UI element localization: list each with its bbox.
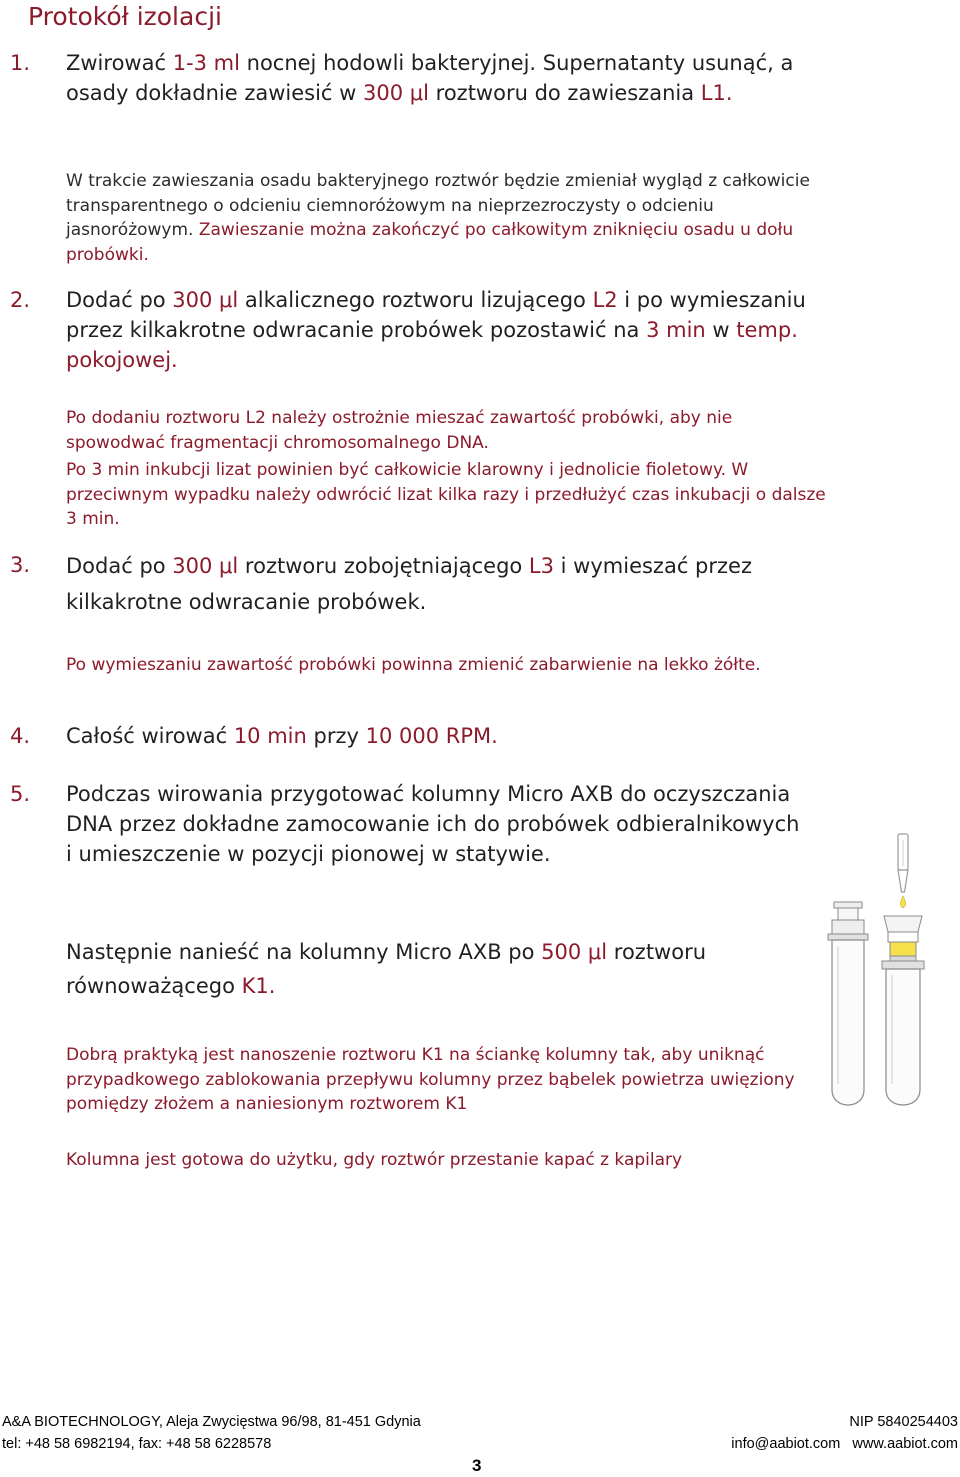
step-text-highlight: 300 μl xyxy=(172,288,239,312)
step-text-highlight: K1. xyxy=(241,974,276,998)
step-text-segment: i wymieszać przez kilkakrotne odwracanie probówek. xyxy=(66,554,759,614)
step-text-segment: Dodać po xyxy=(66,288,173,312)
step-text-highlight: 1-3 ml xyxy=(172,51,240,75)
step-number: 5. xyxy=(10,782,31,806)
note-lysis-incubation: Po 3 min inkubcji lizat powinien być całkowicie klarowny i jednolicie fioletowy. W przeciwnym wypadku należy odwrócić lizat kilka razy i przedłużyć czas inkubacji o dalsze 3 min. xyxy=(66,460,826,529)
footer-nip: NIP 5840254403 xyxy=(849,1414,958,1430)
step-text-segment: Zwirować xyxy=(66,51,173,75)
note-resuspension xyxy=(66,169,826,267)
droplet-icon xyxy=(900,896,905,908)
note-k1-application: Dobrą praktyką jest nanoszenie roztworu K1 na ściankę kolumny tak, aby uniknąć przypadkowego zablokowania przepływu kolumny przez bąbelek powietrza uwięziony pomiędzy złożem a naniesionym roztworem K1 xyxy=(66,1045,795,1114)
step-text-highlight: L1. xyxy=(700,81,733,105)
step-text-highlight: 300 μl xyxy=(363,81,429,105)
collection-tube-icon xyxy=(828,902,868,1105)
page-title: Protokół izolacji xyxy=(28,2,222,31)
note-neutralization: Po wymieszaniu zawartość probówki powinna zmienić zabarwienie na lekko żółte. xyxy=(66,655,761,675)
footer-phone: tel: +48 58 6982194, fax: +48 58 6228578 xyxy=(2,1436,272,1452)
note-lysis-mixing: Po dodaniu roztworu L2 należy ostrożnie mieszać zawartość probówki, aby nie spowodwać fragmentacji chromosomalnego DNA. xyxy=(66,408,733,453)
step-2 xyxy=(0,285,960,375)
step-1 xyxy=(0,48,960,108)
spin-column-illustration xyxy=(826,832,930,1122)
step-text xyxy=(66,285,826,375)
footer-email: info@aabiot.com xyxy=(731,1436,841,1452)
step-text-highlight: L2 xyxy=(592,288,618,312)
step-text-segment: Całość wirować xyxy=(66,724,234,748)
footer-company: A&A BIOTECHNOLOGY, Aleja Zwycięstwa 96/98, 81-451 Gdynia xyxy=(2,1414,421,1430)
step-text-highlight: L3 xyxy=(528,554,554,578)
step-text-segment: roztworu równoważącego xyxy=(66,940,713,998)
step-text-segment: roztworu zobojętniającego xyxy=(238,554,529,578)
step-text-highlight: 3 min xyxy=(646,318,706,342)
step-5 xyxy=(0,779,960,869)
step-5-continuation xyxy=(0,935,960,1003)
pipette-tip-icon xyxy=(898,834,908,892)
step-text-highlight: 10 min xyxy=(233,724,307,748)
note-column-ready: Kolumna jest gotowa do użytku, gdy roztwór przestanie kapać z kapilary xyxy=(66,1150,683,1170)
step-text-highlight: 500 μl xyxy=(541,940,608,964)
step-number: 1. xyxy=(10,51,31,75)
step-text-segment: alkalicznego roztworu lizującego xyxy=(238,288,593,312)
step-number: 3. xyxy=(10,553,31,577)
step-text-segment: w xyxy=(705,318,737,342)
step-number: 4. xyxy=(10,724,31,748)
step-text xyxy=(66,548,826,620)
step-text xyxy=(66,48,826,108)
step-number: 2. xyxy=(10,288,31,312)
note-text-highlight: Zawieszanie można zakończyć po całkowitym zniknięciu osadu u dołu probówki. xyxy=(66,220,794,265)
step-text-highlight: temp. pokojowej. xyxy=(66,318,805,372)
footer-links xyxy=(731,1436,958,1452)
step-text-segment: i po wymieszaniu przez kilkakrotne odwracanie probówek pozostawić na xyxy=(66,288,813,342)
step-text xyxy=(66,935,796,1003)
step-3 xyxy=(0,548,960,620)
step-text-segment: Dodać po xyxy=(66,554,173,578)
step-text-segment: przy xyxy=(306,724,366,748)
step-text xyxy=(66,721,826,751)
step-text-segment: Następnie nanieść na kolumny Micro AXB po xyxy=(66,940,542,964)
step-text xyxy=(66,779,811,869)
footer-web: www.aabiot.com xyxy=(852,1436,958,1452)
step-text-highlight: 10 000 RPM. xyxy=(365,724,498,748)
step-text-segment: Podczas wirowania przygotować kolumny Micro AXB do oczyszczania DNA przez dokładne zamocowanie ich do probówek odbieralnikowych i umieszczenie w pozycji pionowej w statywie. xyxy=(66,782,807,866)
step-text-segment: nocnej hodowli bakteryjnej. Supernatanty usunąć, a osady dokładnie zawiesić w xyxy=(66,51,801,105)
page-number: 3 xyxy=(472,1456,482,1475)
note-text: W trakcie zawieszania osadu bakteryjnego roztwór będzie zmieniał wygląd z całkowicie transparentnego o odcieniu ciemnoróżowym na nieprzezroczysty o odcieniu jasnoróżowym. xyxy=(66,171,810,240)
step-text-segment: roztworu do zawieszania xyxy=(428,81,701,105)
spin-column-icon xyxy=(882,916,924,1105)
step-text-highlight: 300 μl xyxy=(172,554,239,578)
step-4 xyxy=(0,721,960,751)
